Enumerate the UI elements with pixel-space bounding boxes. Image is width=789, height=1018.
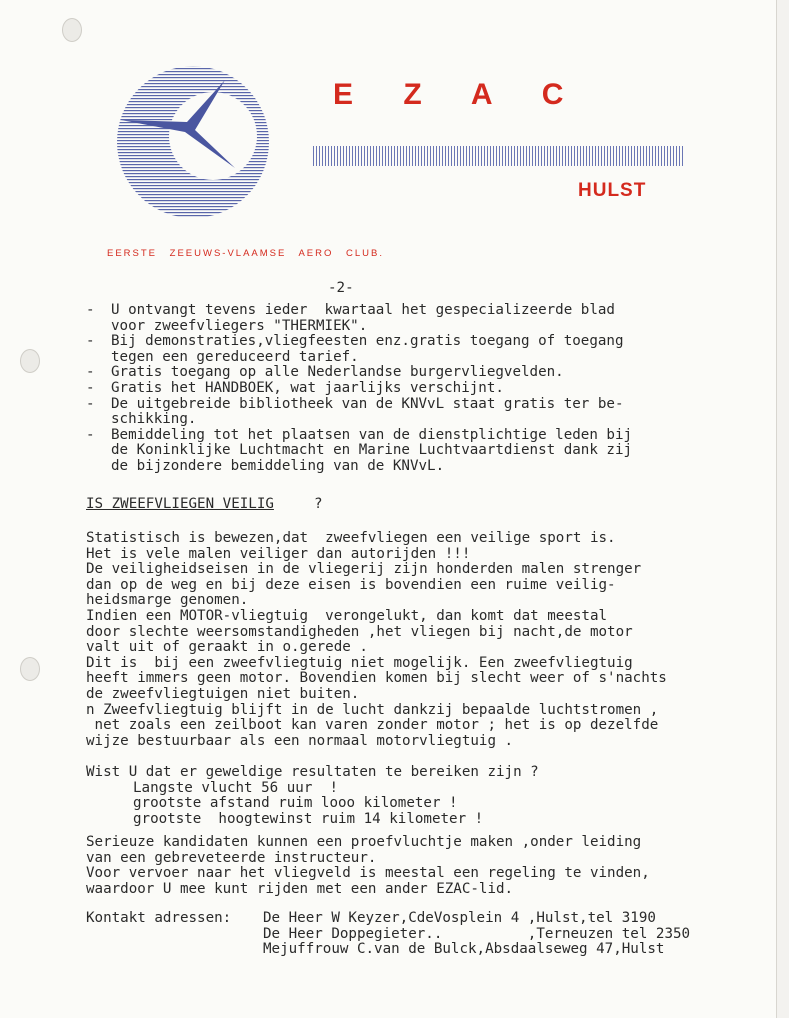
bullet-item-line: De uitgebreide bibliotheek van de KNVvL staat gratis ter be- (111, 395, 624, 412)
body-line: dan op de weg en bij deze eisen is bovendien een ruime veilig- (86, 576, 616, 593)
contact-address: De Heer W Keyzer,CdeVosplein 4 ,Hulst,tel 3190 (263, 910, 656, 926)
body-line: wijze bestuurbaar als een normaal motorvliegtuig . (86, 732, 514, 749)
section-heading: IS ZWEEFVLIEGEN VEILIG (86, 496, 274, 512)
contact-label: Kontakt adressen: (86, 910, 232, 926)
bullet-item-line: voor zweefvliegers "THERMIEK". (111, 317, 368, 334)
body-line: heidsmarge genomen. (86, 592, 249, 609)
club-city: HULST (578, 180, 647, 201)
body-line: heeft immers geen motor. Bovendien komen bij slecht weer of s'nachts (86, 670, 667, 687)
bullet-item-line: U ontvangt tevens ieder kwartaal het gespecializeerde blad (111, 302, 615, 318)
contact-address: Mejuffrouw C.van de Bulck,Absdaalseweg 47,Hulst (263, 941, 665, 958)
bullet-item-line: Gratis toegang op alle Nederlandse burgervliegvelden. (111, 364, 564, 381)
bullet-dash: - (86, 302, 95, 318)
bullet-item-line: schikking. (111, 411, 197, 428)
records-intro: Wist U dat er geweldige resultaten te bereiken zijn ? (86, 764, 539, 780)
bullet-dash: - (86, 364, 95, 381)
body-line: door slechte weersomstandigheden ,het vliegen bij nacht,de motor (86, 623, 633, 640)
page-number: -2- (328, 280, 354, 296)
club-acronym: E Z A C (333, 78, 585, 111)
record-line: grootste hoogtewinst ruim 14 kilometer ! (133, 810, 484, 827)
body-line: De veiligheidseisen in de vliegerij zijn honderden malen strenger (86, 561, 642, 578)
bullet-dash: - (86, 380, 95, 396)
bullet-item-line: Gratis het HANDBOEK, wat jaarlijks verschijnt. (111, 380, 504, 396)
bullet-item-line: de bijzondere bemiddeling van de KNVvL. (111, 458, 445, 474)
closing-line: Voor vervoer naar het vliegveld is meestal een regeling te vinden, (86, 865, 650, 882)
closing-line: van een gebreveteerde instructeur. (86, 849, 377, 866)
header-rule (313, 146, 685, 166)
body-line: de zweefvliegtuigen niet buiten. (86, 686, 360, 702)
bullet-item-line: tegen een gereduceerd tarief. (111, 348, 359, 365)
bullet-item-line: Bemiddeling tot het plaatsen van de dienstplichtige leden bij (111, 426, 633, 443)
contact-address: De Heer Doppegieter.. ,Terneuzen tel 2350 (263, 925, 691, 942)
closing-line: Serieuze kandidaten kunnen een proefvluchtje maken ,onder leiding (86, 834, 642, 850)
section-heading-mark: ? (314, 496, 323, 512)
body-line: n Zweefvliegtuig blijft in de lucht dankzij bepaalde luchtstromen , (86, 701, 659, 718)
body-line: Indien een MOTOR-vliegtuig verongelukt, dan komt dat meestal (86, 608, 608, 624)
body-line: valt uit of geraakt in o.gerede . (86, 639, 368, 656)
body-line: Het is vele malen veiliger dan autorijden !!! (86, 545, 471, 562)
closing-line: waardoor U mee kunt rijden met een ander EZAC-lid. (86, 880, 514, 897)
bullet-dash: - (86, 395, 95, 412)
bullet-dash: - (86, 426, 95, 443)
bullet-item-line: Bij demonstraties,vliegfeesten enz.gratis toegang of toegang (111, 333, 624, 350)
body-line: Dit is bij een zweefvliegtuig niet mogelijk. Een zweefvliegtuig (86, 654, 633, 671)
record-line: grootste afstand ruim looo kilometer ! (133, 795, 458, 812)
bullet-item-line: de Koninklijke Luchtmacht en Marine Luchtvaartdienst dank zij (111, 442, 633, 459)
body-line: Statistisch is bewezen,dat zweefvliegen een veilige sport is. (86, 530, 616, 546)
bullet-dash: - (86, 333, 95, 350)
punch-hole-middle (20, 349, 40, 373)
club-full-name: EERSTE ZEEUWS-VLAAMSE AERO CLUB. (107, 248, 384, 259)
punch-hole-bottom (20, 657, 40, 681)
punch-hole-top (62, 18, 82, 42)
record-line: Langste vlucht 56 uur ! (133, 779, 338, 796)
club-logo-icon (113, 62, 273, 222)
body-line: net zoals een zeilboot kan varen zonder motor ; het is op dezelfde (86, 717, 659, 734)
